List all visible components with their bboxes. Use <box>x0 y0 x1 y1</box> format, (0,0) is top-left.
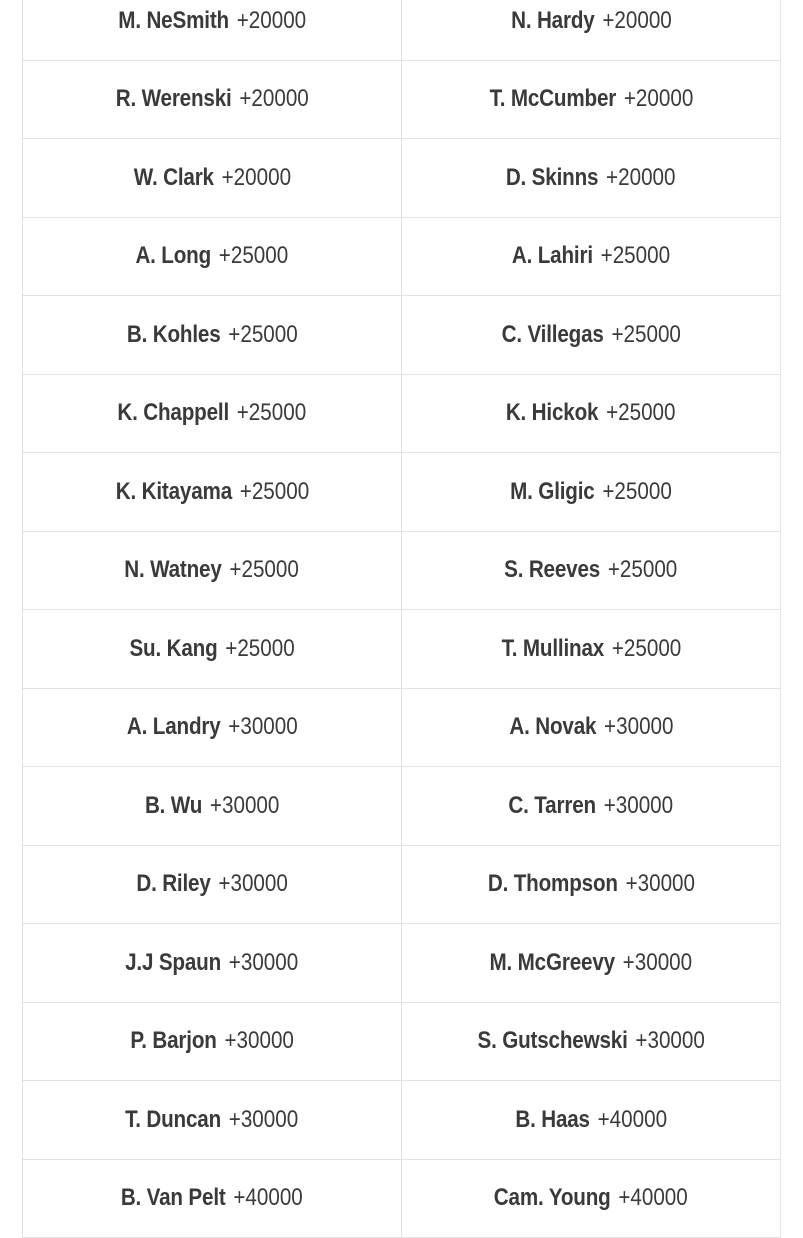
player-odds-entry <box>121 1184 303 1212</box>
odds-cell <box>402 453 781 532</box>
odds-cell <box>402 296 781 375</box>
player-odds: +20000 <box>239 85 309 113</box>
player-odds-entry <box>127 321 298 349</box>
player-odds: +25000 <box>602 477 672 505</box>
player-odds: +30000 <box>227 713 298 741</box>
player-odds: +30000 <box>603 713 674 741</box>
table-row <box>23 139 781 218</box>
player-name: B. Haas <box>515 1105 590 1133</box>
odds-cell <box>402 610 781 689</box>
table-row <box>23 1002 781 1081</box>
odds-cell <box>402 374 781 453</box>
player-odds: +30000 <box>625 870 695 898</box>
player-odds-entry <box>501 321 680 349</box>
player-name: K. Kitayama <box>115 477 232 505</box>
player-odds: +25000 <box>611 634 681 662</box>
odds-cell <box>23 688 402 767</box>
player-name: Su. Kang <box>129 634 218 662</box>
odds-cell <box>23 1081 402 1160</box>
player-odds: +25000 <box>227 320 298 348</box>
player-odds-entry <box>145 792 279 820</box>
odds-cell <box>402 845 781 924</box>
odds-cell <box>402 60 781 139</box>
player-name: N. Watney <box>124 556 223 584</box>
table-row <box>23 1081 781 1160</box>
odds-cell <box>23 1159 402 1238</box>
player-odds-entry <box>504 556 677 584</box>
player-odds-entry <box>487 870 694 898</box>
player-name: W. Clark <box>133 163 214 191</box>
player-name: M. McGreevy <box>489 948 616 976</box>
player-odds-entry <box>125 556 300 584</box>
odds-cell <box>23 767 402 846</box>
player-odds-entry <box>115 478 308 506</box>
player-odds-entry <box>511 7 672 35</box>
player-odds-entry <box>515 1106 667 1134</box>
player-odds: +30000 <box>209 791 280 819</box>
player-odds-entry <box>509 792 674 820</box>
player-odds: +30000 <box>229 1105 299 1133</box>
odds-cell <box>23 924 402 1003</box>
odds-cell <box>23 296 402 375</box>
player-odds: +25000 <box>239 477 309 505</box>
player-odds-entry <box>118 399 307 427</box>
player-odds-entry <box>130 1027 294 1055</box>
odds-cell <box>402 688 781 767</box>
player-odds-entry <box>506 164 676 192</box>
player-odds: +20000 <box>236 6 306 34</box>
odds-cell <box>23 453 402 532</box>
player-odds-entry <box>133 164 290 192</box>
player-name: K. Hickok <box>506 399 599 427</box>
player-odds-entry <box>129 635 294 663</box>
odds-cell <box>402 767 781 846</box>
player-name: B. Kohles <box>126 320 221 348</box>
player-odds: +25000 <box>229 556 300 584</box>
table-row <box>23 767 781 846</box>
player-name: T. Mullinax <box>501 634 604 662</box>
player-name: A. Lahiri <box>511 242 593 270</box>
player-odds-entry <box>506 399 676 427</box>
odds-table-body <box>23 0 781 1238</box>
table-row <box>23 531 781 610</box>
player-name: D. Skinns <box>506 163 599 191</box>
player-odds: +40000 <box>233 1184 303 1212</box>
player-odds-entry <box>489 85 693 113</box>
player-odds-entry <box>501 635 681 663</box>
player-name: S. Gutschewski <box>477 1027 628 1055</box>
player-odds-entry <box>510 478 672 506</box>
player-odds-entry <box>127 713 298 741</box>
player-name: R. Werenski <box>115 85 232 113</box>
player-odds-entry <box>490 949 693 977</box>
odds-cell <box>402 217 781 296</box>
odds-cell <box>402 139 781 218</box>
player-odds-entry <box>494 1184 688 1212</box>
table-row <box>23 453 781 532</box>
odds-cell <box>402 924 781 1003</box>
odds-cell <box>402 1159 781 1238</box>
player-odds-entry <box>136 870 288 898</box>
table-row <box>23 1159 781 1238</box>
player-odds: +40000 <box>597 1105 667 1133</box>
player-name: N. Hardy <box>510 6 595 34</box>
player-odds: +25000 <box>218 242 289 270</box>
player-name: D. Riley <box>136 870 211 898</box>
odds-cell <box>23 845 402 924</box>
player-name: C. Tarren <box>508 791 597 819</box>
table-row <box>23 217 781 296</box>
table-row <box>23 845 781 924</box>
odds-cell <box>23 139 402 218</box>
player-name: T. Duncan <box>125 1105 222 1133</box>
player-name: A. Novak <box>508 713 596 741</box>
player-odds: +25000 <box>600 242 671 270</box>
odds-cell <box>23 610 402 689</box>
player-odds: +30000 <box>622 948 693 976</box>
player-odds: +30000 <box>224 1027 294 1055</box>
player-odds: +20000 <box>221 163 291 191</box>
player-odds-entry <box>125 1106 298 1134</box>
odds-cell <box>23 217 402 296</box>
odds-cell <box>402 1081 781 1160</box>
odds-cell <box>23 531 402 610</box>
player-name: B. Van Pelt <box>121 1184 226 1212</box>
table-row <box>23 688 781 767</box>
player-odds: +40000 <box>618 1184 688 1212</box>
player-odds-entry <box>136 242 289 270</box>
player-odds: +25000 <box>606 399 676 427</box>
table-row <box>23 0 781 60</box>
player-name: T. McCumber <box>489 85 616 113</box>
player-odds-entry <box>125 949 298 977</box>
player-name: B. Wu <box>144 791 203 819</box>
player-odds: +30000 <box>218 870 288 898</box>
player-odds: +20000 <box>601 6 672 34</box>
odds-cell <box>23 60 402 139</box>
player-odds-entry <box>118 7 306 35</box>
player-name: M. NeSmith <box>118 6 229 34</box>
table-row <box>23 924 781 1003</box>
player-name: J.J Spaun <box>125 948 222 976</box>
odds-cell <box>23 374 402 453</box>
player-odds-entry <box>115 85 308 113</box>
odds-cell <box>23 0 402 60</box>
player-name: C. Villegas <box>501 320 604 348</box>
odds-cell <box>402 1002 781 1081</box>
odds-cell <box>402 0 781 60</box>
odds-table <box>22 0 781 1238</box>
odds-cell <box>23 1002 402 1081</box>
player-name: M. Gligic <box>510 477 595 505</box>
player-odds-entry <box>477 1027 704 1055</box>
player-odds-entry <box>509 713 673 741</box>
table-row <box>23 374 781 453</box>
player-name: A. Landry <box>126 713 221 741</box>
player-odds: +30000 <box>229 948 299 976</box>
player-odds: +25000 <box>608 556 678 584</box>
table-row <box>23 610 781 689</box>
player-odds-entry <box>512 242 670 270</box>
player-odds: +30000 <box>603 791 674 819</box>
player-odds: +20000 <box>623 85 693 113</box>
player-name: K. Chappell <box>117 399 230 427</box>
player-odds: +25000 <box>225 634 295 662</box>
player-name: A. Long <box>135 242 212 270</box>
player-odds: +30000 <box>635 1027 705 1055</box>
player-odds: +25000 <box>236 399 307 427</box>
table-row <box>23 60 781 139</box>
player-name: P. Barjon <box>130 1027 217 1055</box>
player-odds: +20000 <box>606 163 676 191</box>
player-name: Cam. Young <box>494 1184 611 1212</box>
player-odds: +25000 <box>611 320 681 348</box>
player-name: D. Thompson <box>487 870 618 898</box>
table-row <box>23 296 781 375</box>
player-name: S. Reeves <box>504 556 601 584</box>
odds-cell <box>402 531 781 610</box>
